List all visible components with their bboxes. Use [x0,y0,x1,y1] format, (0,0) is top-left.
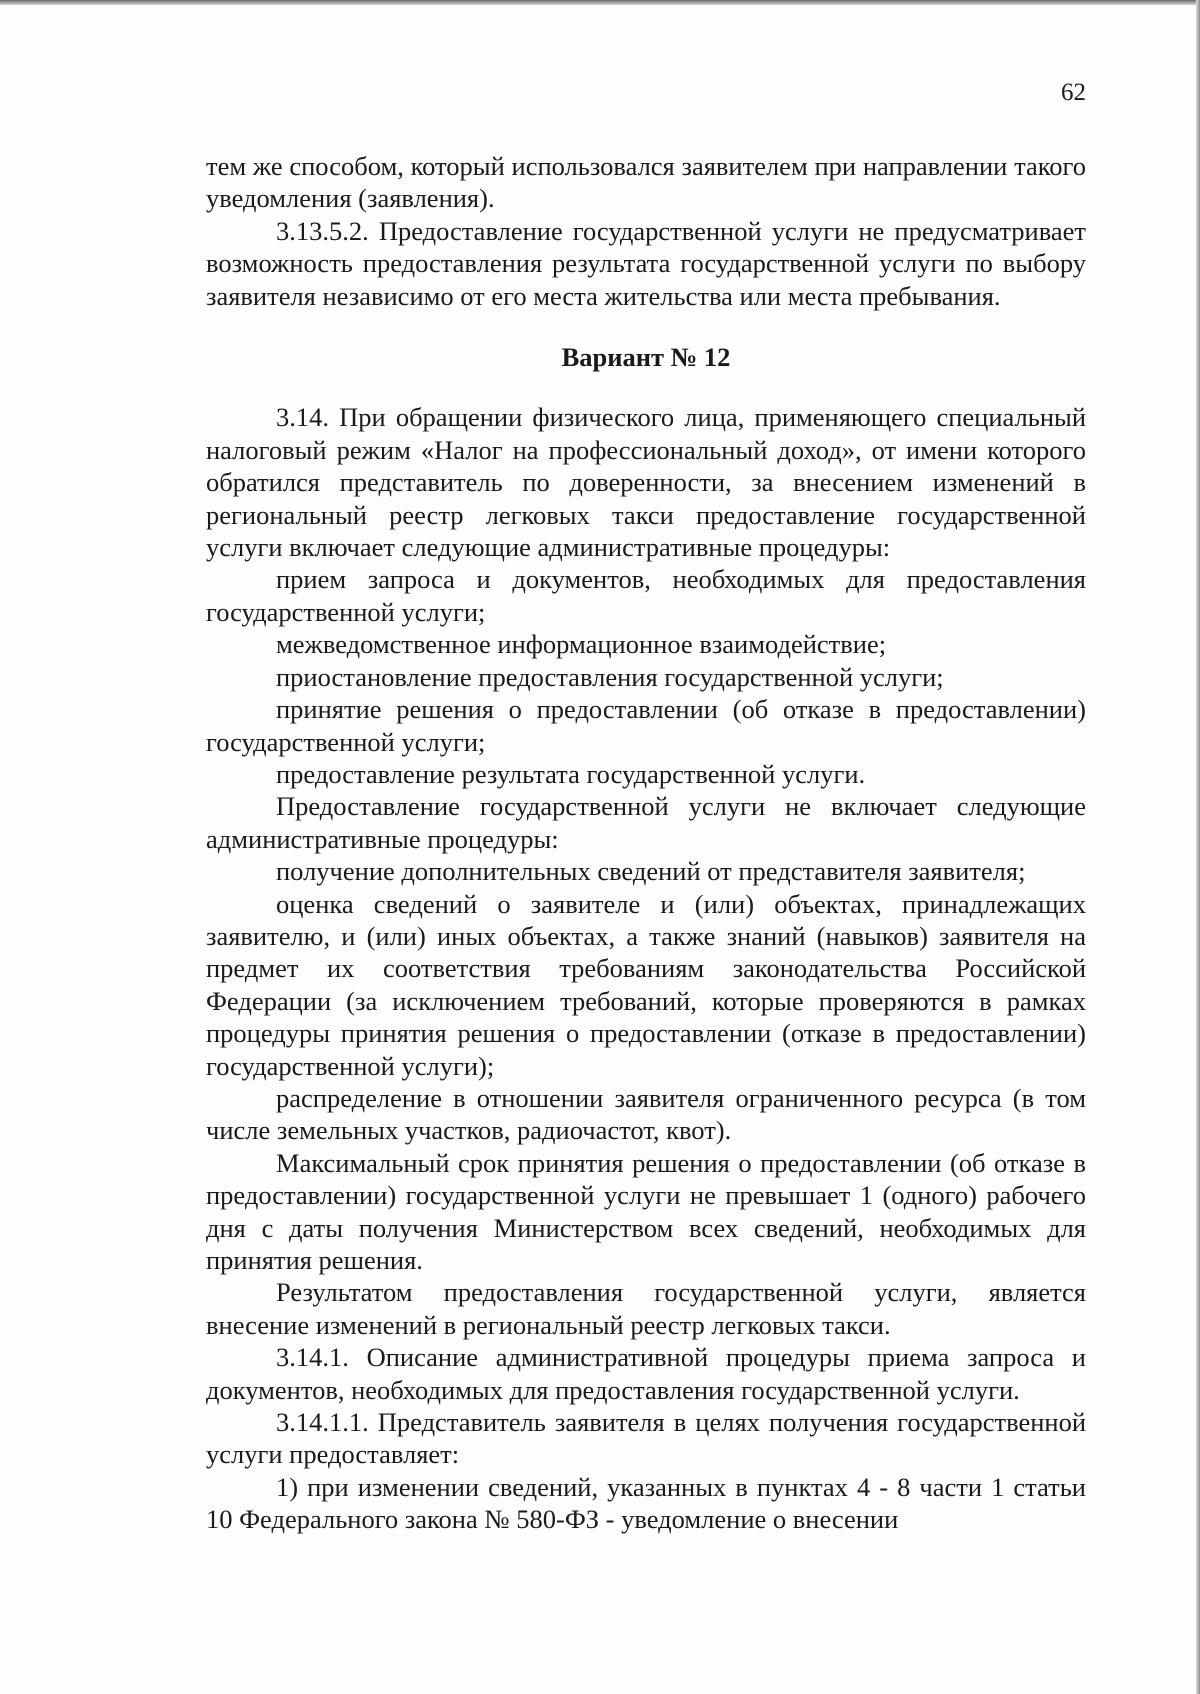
paragraph: Результатом предоставления государственной услуги, является внесение изменений в региональный реестр легковых такси. [206,1277,1086,1340]
list-item: приостановление предоставления государственной услуги; [276,661,944,692]
list-item: принятие решения о предоставлении (об отказе в предоставлении) государственной услуги; [206,694,1086,757]
list-item: получение дополнительных сведений от представителя заявителя; [276,856,1026,887]
paragraph: 3.14. При обращении физического лица, применяющего специальный налоговый режим «Налог на профессиональный доход», от имени которого обратился представитель по доверенности, за внесением изменений в региональный реестр легковых такси предоставление государственной услуги включает следующие административные процедуры: [206,402,1086,563]
list-item: межведомственное информационное взаимодействие; [276,629,887,660]
page-number: 62 [1061,79,1086,106]
paragraph: тем же способом, который использовался заявителем при направлении такого уведомления (заявления). [206,151,1086,214]
list-item: предоставление результата государственной услуги. [276,758,866,789]
paragraph: 3.13.5.2. Предоставление государственной услуги не предусматривает возможность предоставления результата государственной услуги по выбору заявителя независимо от его места жительства или места пребывания. [206,215,1086,311]
paragraph: 1) при изменении сведений, указанных в пунктах 4 - 8 части 1 статьи 10 Федерального закона № 580-ФЗ - уведомление о внесении [206,1471,1086,1535]
paragraph: Максимальный срок принятия решения о предоставлении (об отказе в предоставлении) государственной услуги не превышает 1 (одного) рабочего дня с даты получения Министерством всех сведений, необходимых для принятия решения. [206,1147,1086,1275]
list-item: прием запроса и документов, необходимых для предоставления государственной услуги; [206,564,1086,627]
scan-edge-top [0,0,1200,5]
document-body [206,150,1086,1536]
section-heading: Вариант № 12 [561,342,731,373]
paragraph: 3.14.1.1. Представитель заявителя в целях получения государственной услуги предоставляет: [206,1407,1086,1470]
list-item: оценка сведений о заявителе и (или) объектах, принадлежащих заявителю, и (или) иных объектах, а также знаний (навыков) заявителя на предмет их соответствия требованиям законодательства Российской Федерации (за исключением требований, которые проверяются в рамках процедуры принятия решения о предоставлении (отказе в предоставлении) государственной услуги); [206,888,1086,1081]
paragraph: 3.14.1. Описание административной процедуры приема запроса и документов, необходимых для предоставления государственной услуги. [206,1342,1086,1405]
list-item: распределение в отношении заявителя ограниченного ресурса (в том числе земельных участков, радиочастот, квот). [206,1082,1086,1146]
scan-edge-right [1196,0,1200,1694]
paragraph: Предоставление государственной услуги не включает следующие административные процедуры: [206,791,1086,854]
